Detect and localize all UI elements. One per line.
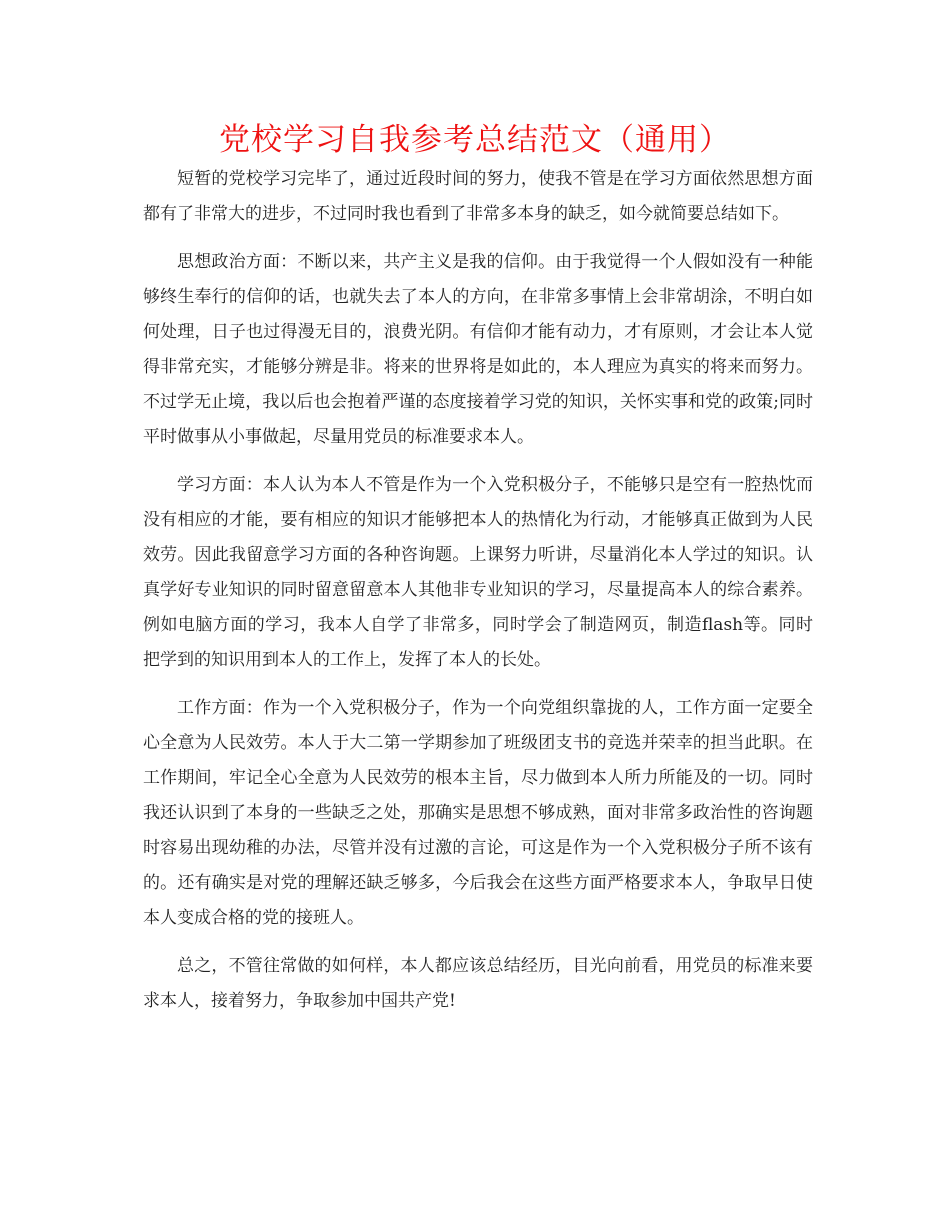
- paragraph-intro: 短暂的党校学习完毕了，通过近段时间的努力，使我不管是在学习方面依然思想方面都有了非常大的进步，不过同时我也看到了非常多本身的缺乏，如今就简要总结如下。: [143, 169, 813, 224]
- document-body: [143, 162, 813, 1019]
- paragraph-study: 学习方面：本人认为本人不管是作为一个入党积极分子，不能够只是空有一腔热忱而没有相应的才能，要有相应的知识才能够把本人的热情化为行动，才能够真正做到为人民效劳。因此我留意学习方面的各种咨询题。上课努力听讲，尽量消化本人学过的知识。认真学好专业知识的同时留意留意本人其他非专业知识的学习，尽量提高本人的综合素养。例如电脑方面的学习，我本人自学了非常多，同时学会了制造网页，制造flash等。同时把学到的知识用到本人的工作上，发挥了本人的长处。: [143, 475, 813, 670]
- paragraph-work: 工作方面：作为一个入党积极分子，作为一个向党组织靠拢的人，工作方面一定要全心全意为人民效劳。本人于大二第一学期参加了班级团支书的竞选并荣幸的担当此职。在工作期间，牢记全心全意为人民效劳的根本主旨，尽力做到本人所力所能及的一切。同时我还认识到了本身的一些缺乏之处，那确实是思想不够成熟，面对非常多政治性的咨询题时容易出现幼稚的办法，尽管并没有过激的言论，可这是作为一个入党积极分子所不该有的。还有确实是对党的理解还缺乏够多，今后我会在这些方面严格要求本人，争取早日使本人变成合格的党的接班人。: [143, 698, 813, 928]
- paragraph-conclusion: 总之，不管往常做的如何样，本人都应该总结经历，目光向前看，用党员的标准来要求本人，接着努力，争取参加中国共产党!: [143, 956, 813, 1011]
- paragraph-ideology: 思想政治方面：不断以来，共产主义是我的信仰。由于我觉得一个人假如没有一种能够终生奉行的信仰的话，也就失去了本人的方向，在非常多事情上会非常胡涂，不明白如何处理，日子也过得漫无目的，浪费光阴。有信仰才能有动力，才有原则，才会让本人觉得非常充实，才能够分辨是非。将来的世界将是如此的，本人理应为真实的将来而努力。不过学无止境，我以后也会抱着严谨的态度接着学习党的知识，关怀实事和党的政策;同时平时做事从小事做起，尽量用党员的标准要求本人。: [143, 252, 813, 447]
- document-title: 党校学习自我参考总结范文（通用）: [219, 122, 731, 158]
